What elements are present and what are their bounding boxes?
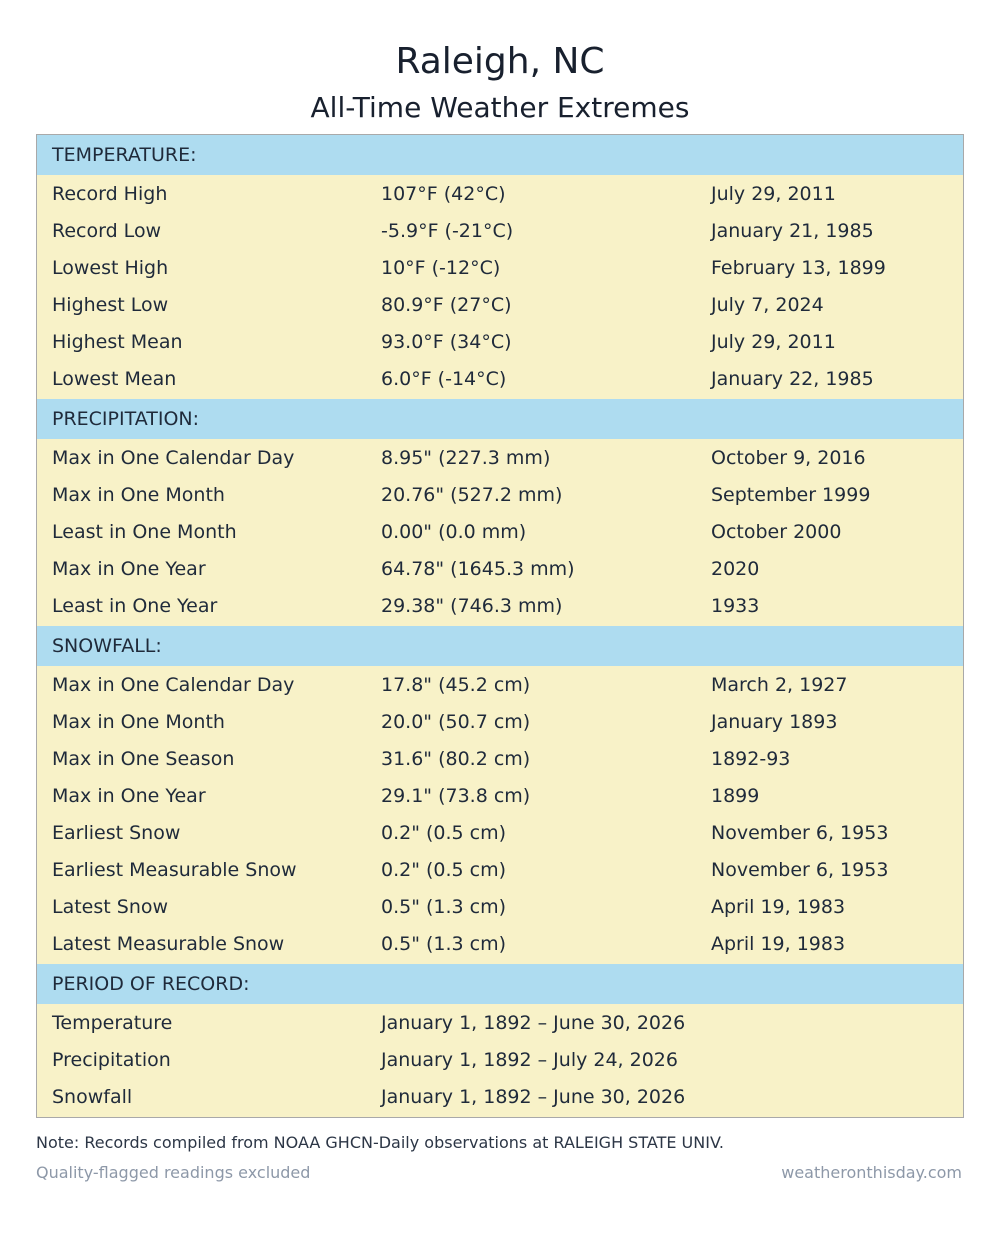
table-row: [37, 250, 963, 287]
record-label: Least in One Year: [52, 595, 218, 617]
table-row: [37, 926, 963, 963]
record-date: 1933: [711, 595, 760, 617]
record-value: 31.6" (80.2 cm): [381, 748, 531, 770]
table-row: [37, 588, 963, 625]
record-label: Record High: [52, 183, 168, 205]
section-header: SNOWFALL:: [37, 626, 963, 666]
record-label: Max in One Calendar Day: [52, 447, 295, 469]
table-row: [37, 889, 963, 926]
record-date: October 9, 2016: [711, 447, 866, 469]
record-label: Precipitation: [52, 1049, 171, 1071]
table-row: [37, 440, 963, 477]
table-row: [37, 514, 963, 551]
record-date: January 1893: [711, 711, 838, 733]
section-period-of-record: [37, 964, 963, 1116]
record-date: July 29, 2011: [711, 331, 836, 353]
record-value: 107°F (42°C): [381, 183, 506, 205]
record-value: 64.78" (1645.3 mm): [381, 558, 575, 580]
table-row: [37, 1079, 963, 1116]
record-date: July 29, 2011: [711, 183, 836, 205]
record-value: January 1, 1892 – July 24, 2026: [381, 1049, 678, 1071]
table-row: [37, 1005, 963, 1042]
table-row: [37, 551, 963, 588]
section-rows: [37, 1005, 963, 1116]
record-label: Max in One Calendar Day: [52, 674, 295, 696]
table-row: [37, 667, 963, 704]
record-date: March 2, 1927: [711, 674, 848, 696]
record-label: Temperature: [52, 1012, 173, 1034]
table-row: [37, 852, 963, 889]
record-value: 0.2" (0.5 cm): [381, 822, 507, 844]
footer-disclaimer: Quality-flagged readings excluded: [36, 1163, 311, 1182]
footer-site-link[interactable]: weatheronthisday.com: [781, 1163, 962, 1182]
section-rows: [37, 667, 963, 963]
table-row: [37, 213, 963, 250]
record-value: 80.9°F (27°C): [381, 294, 512, 316]
table-row: [37, 176, 963, 213]
record-date: April 19, 1983: [711, 933, 846, 955]
record-label: Latest Snow: [52, 896, 169, 918]
record-value: 17.8" (45.2 cm): [381, 674, 531, 696]
record-value: 8.95" (227.3 mm): [381, 447, 551, 469]
record-label: Max in One Season: [52, 748, 235, 770]
table-row: [37, 477, 963, 514]
section-rows: [37, 440, 963, 625]
record-date: 2020: [711, 558, 760, 580]
record-value: -5.9°F (-21°C): [381, 220, 514, 242]
section-temperature: [37, 135, 963, 398]
record-label: Snowfall: [52, 1086, 133, 1108]
record-value: 20.0" (50.7 cm): [381, 711, 531, 733]
section-header: PERIOD OF RECORD:: [37, 964, 963, 1004]
record-value: January 1, 1892 – June 30, 2026: [381, 1086, 686, 1108]
table-row: [37, 704, 963, 741]
section-precipitation: [37, 399, 963, 625]
record-value: 6.0°F (-14°C): [381, 368, 507, 390]
record-label: Latest Measurable Snow: [52, 933, 285, 955]
record-label: Max in One Year: [52, 785, 206, 807]
table-row: [37, 1042, 963, 1079]
record-date: 1892-93: [711, 748, 791, 770]
record-label: Lowest Mean: [52, 368, 177, 390]
section-header: PRECIPITATION:: [37, 399, 963, 439]
record-date: September 1999: [711, 484, 871, 506]
record-label: Record Low: [52, 220, 162, 242]
record-label: Max in One Year: [52, 558, 206, 580]
section-rows: [37, 176, 963, 398]
record-value: 29.1" (73.8 cm): [381, 785, 531, 807]
record-label: Max in One Month: [52, 711, 225, 733]
table-row: [37, 324, 963, 361]
record-value: 0.00" (0.0 mm): [381, 521, 527, 543]
record-label: Earliest Snow: [52, 822, 181, 844]
record-date: February 13, 1899: [711, 257, 886, 279]
record-date: January 21, 1985: [711, 220, 874, 242]
record-value: 0.5" (1.3 cm): [381, 896, 507, 918]
record-label: Max in One Month: [52, 484, 225, 506]
record-date: 1899: [711, 785, 760, 807]
table-row: [37, 287, 963, 324]
record-label: Least in One Month: [52, 521, 237, 543]
record-label: Highest Mean: [52, 331, 183, 353]
record-value: 20.76" (527.2 mm): [381, 484, 563, 506]
record-value: 10°F (-12°C): [381, 257, 501, 279]
record-date: October 2000: [711, 521, 842, 543]
record-value: 93.0°F (34°C): [381, 331, 512, 353]
record-label: Highest Low: [52, 294, 169, 316]
table-row: [37, 361, 963, 398]
record-date: November 6, 1953: [711, 859, 889, 881]
record-value: 0.5" (1.3 cm): [381, 933, 507, 955]
page-title: Raleigh, NC: [395, 41, 605, 82]
record-date: April 19, 1983: [711, 896, 846, 918]
record-value: 29.38" (746.3 mm): [381, 595, 563, 617]
table-row: [37, 741, 963, 778]
record-date: November 6, 1953: [711, 822, 889, 844]
record-value: January 1, 1892 – June 30, 2026: [381, 1012, 686, 1034]
page-subtitle: All-Time Weather Extremes: [310, 91, 690, 124]
record-label: Lowest High: [52, 257, 169, 279]
record-date: July 7, 2024: [711, 294, 824, 316]
record-label: Earliest Measurable Snow: [52, 859, 297, 881]
record-value: 0.2" (0.5 cm): [381, 859, 507, 881]
table-row: [37, 815, 963, 852]
source-note: Note: Records compiled from NOAA GHCN-Daily observations at RALEIGH STATE UNIV.: [36, 1133, 724, 1152]
section-snowfall: [37, 626, 963, 963]
section-header: TEMPERATURE:: [37, 135, 963, 175]
record-date: January 22, 1985: [711, 368, 874, 390]
extremes-table: [36, 134, 964, 1118]
table-row: [37, 778, 963, 815]
